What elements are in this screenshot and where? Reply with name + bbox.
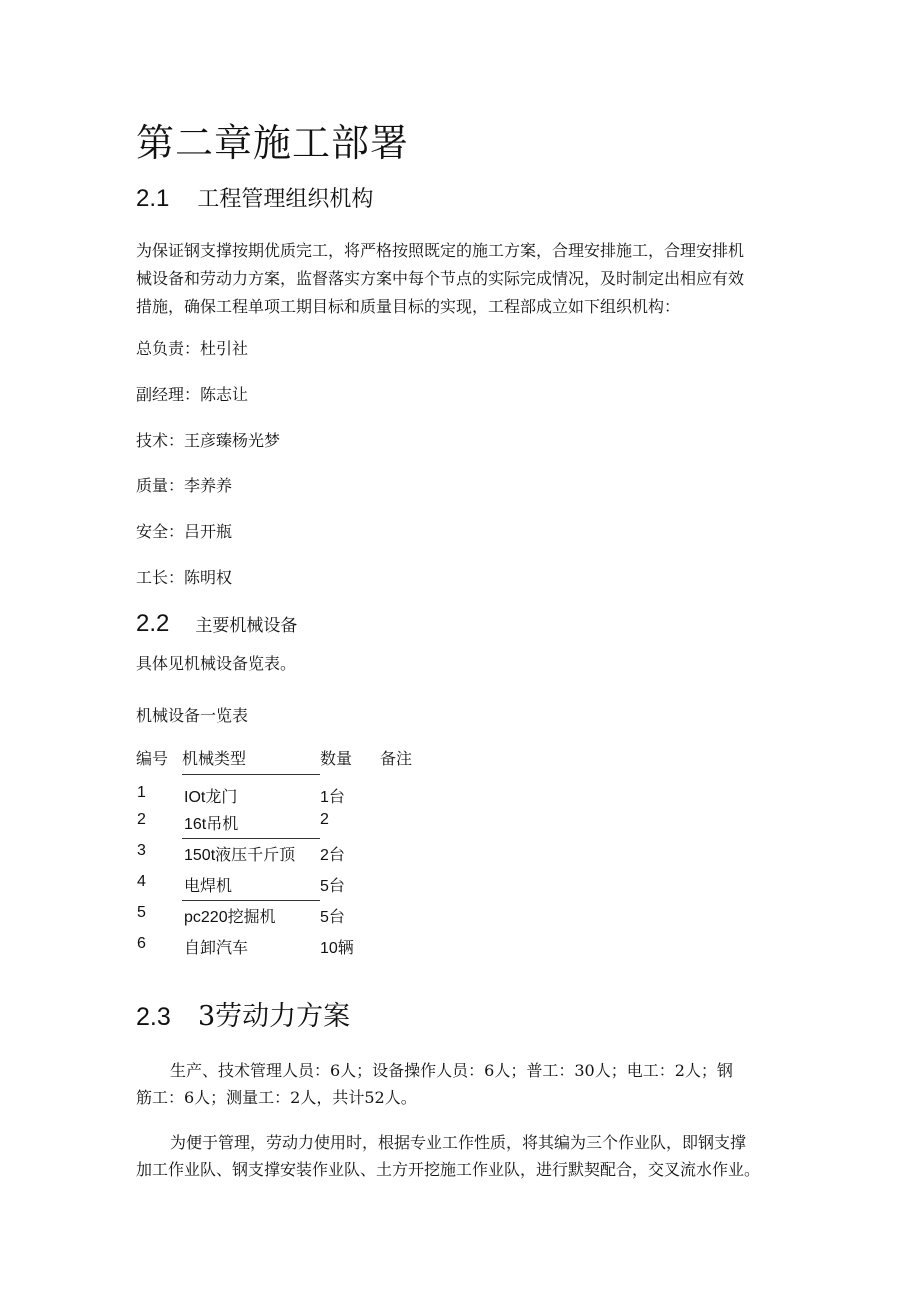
org-role: 副经理 (136, 385, 185, 404)
table-cell-number: 6 (137, 935, 146, 952)
table-header-quantity: 数量 (320, 749, 353, 768)
table-cell-quantity: 1台 (320, 789, 345, 806)
table-cell-quantity: 10辆 (320, 940, 354, 957)
chapter-title: 第二章施工部署 (136, 121, 410, 165)
org-name: 陈志让 (200, 385, 249, 404)
org-entry-deputy-manager: 副经理：陈志让 (136, 385, 249, 404)
labor-paragraph-line: 筋工：6人；测量工：2人，共计52人。 (136, 1088, 417, 1107)
org-entry-technical: 技术：王彦臻杨光梦 (136, 431, 281, 450)
section-title: 工程管理组织机构 (197, 187, 374, 212)
table-header-type: 机械类型 (182, 749, 247, 768)
section-number: 2.2 (136, 610, 170, 637)
org-name: 吕开瓶 (184, 522, 233, 541)
org-role: 工长 (136, 568, 169, 587)
intro-paragraph-line: 为保证钢支撑按期优质完工，将严格按照既定的施工方案，合理安排施工，合理安排机 (136, 241, 745, 260)
table-cell-quantity: 5台 (320, 909, 345, 926)
org-entry-foreman: 工长：陈明权 (136, 568, 233, 587)
section-title: 主要机械设备 (195, 616, 298, 636)
section-title: 3劳动力方案 (197, 1001, 351, 1032)
table-cell-type: 16t吊机 (184, 816, 239, 833)
table-cell-number: 3 (137, 842, 146, 859)
org-name: 李养养 (184, 476, 233, 495)
org-entry-general-manager: 总负责：杜引社 (136, 339, 249, 358)
table-cell-type: IOt龙门 (184, 789, 238, 806)
org-entry-quality: 质量：李养养 (136, 476, 233, 495)
org-role: 技术 (136, 431, 169, 450)
table-cell-type: 自卸汽车 (184, 940, 249, 957)
table-header-number: 编号 (136, 749, 169, 768)
table-cell-quantity: 2 (320, 811, 329, 828)
org-name: 陈明权 (184, 568, 233, 587)
org-entry-safety: 安全：吕开瓶 (136, 522, 233, 541)
table-cell-type: 150t液压千斤顶 (184, 847, 296, 864)
section-heading-2-1 (136, 182, 373, 213)
section-number: 2.3 (136, 1003, 171, 1031)
labor-paragraph-line: 生产、技术管理人员：6人；设备操作人员：6人；普工：30人；电工：2人；钢 (170, 1061, 733, 1080)
org-role: 质量 (136, 476, 169, 495)
section-heading-2-2 (136, 610, 297, 638)
intro-paragraph-line: 措施，确保工程单项工期目标和质量目标的实现，工程部成立如下组织机构： (136, 297, 681, 316)
equipment-note: 具体见机械设备览表。 (136, 654, 297, 673)
org-name: 杜引社 (200, 339, 249, 358)
section-number: 2.1 (136, 185, 170, 212)
table-rule (182, 838, 320, 839)
table-cell-number: 2 (137, 811, 146, 828)
table-cell-number: 4 (137, 873, 146, 890)
table-cell-type: pc220挖掘机 (184, 909, 276, 926)
table-rule (182, 900, 320, 901)
intro-paragraph-line: 械设备和劳动力方案，监督落实方案中每个节点的实际完成情况，及时制定出相应有效 (136, 269, 745, 288)
table-header-remark: 备注 (380, 749, 413, 768)
org-role: 总负责 (136, 339, 185, 358)
table-cell-number: 1 (137, 784, 146, 801)
org-name: 王彦臻杨光梦 (184, 431, 281, 450)
table-rule (182, 774, 320, 775)
table-cell-number: 5 (137, 904, 146, 921)
org-role: 安全 (136, 522, 169, 541)
section-heading-2-3 (136, 994, 350, 1033)
table-cell-type: 电焊机 (184, 878, 233, 895)
team-paragraph-line: 加工作业队、钢支撑安装作业队、土方开挖施工作业队，进行默契配合，交叉流水作业。 (136, 1160, 761, 1179)
table-cell-quantity: 5台 (320, 878, 345, 895)
team-paragraph-line: 为便于管理，劳动力使用时，根据专业工作性质，将其编为三个作业队，即钢支撑 (170, 1133, 747, 1152)
table-cell-quantity: 2台 (320, 847, 345, 864)
table-caption: 机械设备一览表 (136, 706, 249, 725)
